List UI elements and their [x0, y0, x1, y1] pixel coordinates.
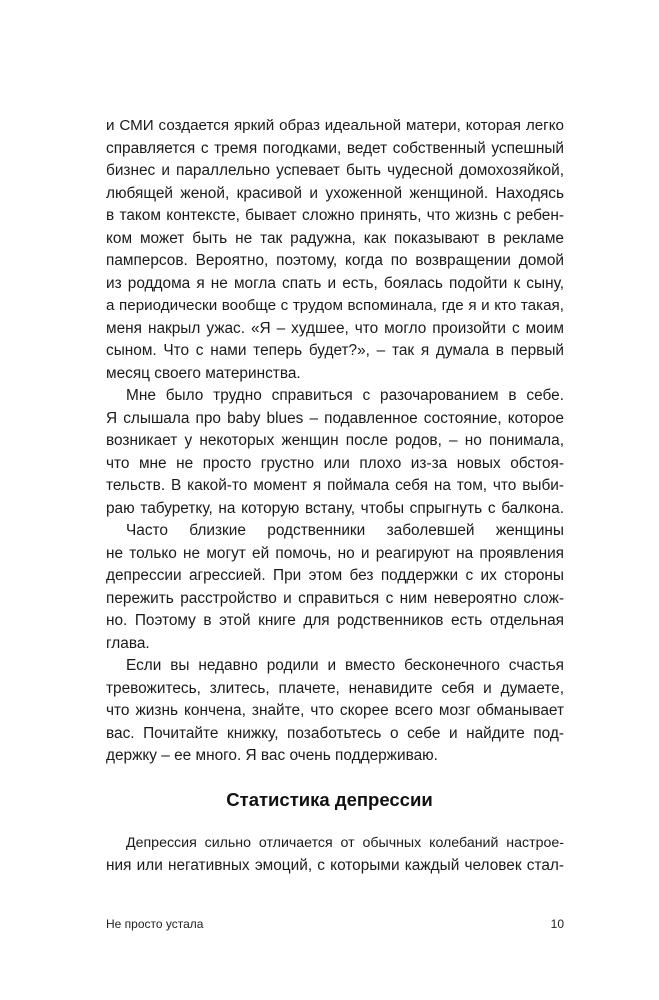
- page-number: 10: [550, 917, 564, 931]
- text-line: что жизнь кончена, знайте, что скорее всего мозг обманывает: [106, 702, 564, 719]
- text-line: Мне было трудно справиться с разочарованием в себе.: [126, 387, 564, 404]
- paragraph-2: [106, 385, 564, 520]
- text-line: Часто близкие родственники заболевшей женщины: [126, 522, 564, 539]
- text-line: держку – ее много. Я вас очень поддерживаю.: [106, 747, 438, 764]
- text-line: из роддома я не могла спать и есть, боялась подойти к сыну,: [106, 274, 564, 292]
- text-line: сыном. Что с нами теперь будет?», – так я думала в первый: [106, 342, 564, 359]
- paragraph-3: [106, 520, 564, 655]
- text-line: тельств. В какой-то момент я поймала себя на том, что выби-: [106, 477, 564, 494]
- text-line: в таком контексте, бывает сложно принять, что жизнь с ребен-: [106, 207, 564, 224]
- running-footer-title: Не просто устала: [106, 917, 204, 931]
- text-line: Депрессия сильно отличается от обычных колебаний настрое-: [126, 835, 564, 851]
- text-line: вас. Почитайте книжку, позаботьтесь о себе и найдите под-: [106, 724, 564, 742]
- paragraph-4: [106, 655, 564, 768]
- text-line: не только не могут ей помочь, но и реагируют на проявления: [106, 544, 564, 562]
- text-line: ком может быть не так радужна, как показывают в рекламе: [106, 229, 564, 247]
- text-line: меня накрыл ужас. «Я – худшее, что могло произойти с моим: [106, 319, 564, 337]
- text-line: справляется с тремя погодками, ведет собственный успешный: [106, 139, 564, 157]
- paragraph-1: [106, 115, 564, 385]
- text-line: глава.: [106, 634, 150, 652]
- text-line: что мне не просто грустно или плохо из-за новых обстоя-: [106, 454, 564, 472]
- text-line: но. Поэтому в этой книге для родственников есть отдельная: [106, 612, 564, 629]
- text-line: памперсов. Вероятно, поэтому, когда по возвращении домой: [106, 252, 564, 269]
- text-line: бизнес и параллельно успевает быть чудесной домохозяйкой,: [106, 162, 564, 179]
- text-line: месяц своего материнства.: [106, 364, 301, 382]
- text-line: ния или негативных эмоций, с которыми каждый человек стал-: [106, 856, 564, 874]
- text-line: возникает у некоторых женщин после родов, – но понимала,: [106, 432, 564, 449]
- text-line: а периодически вообще с трудом вспоминала, где я и кто такая,: [106, 297, 564, 314]
- section-paragraph: [106, 832, 564, 877]
- text-line: Если вы недавно родили и вместо бесконечного счастья: [126, 657, 564, 674]
- text-line: раю табуретку, на которую встану, чтобы спрыгнуть с балкона.: [106, 499, 564, 517]
- section-heading: Статистика депрессии: [226, 789, 433, 810]
- text-line: тревожитесь, злитесь, плачете, ненавидите себя и думаете,: [106, 679, 564, 697]
- text-line: Я слышала про baby blues – подавленное состояние, которое: [106, 409, 564, 427]
- text-line: и СМИ создается яркий образ идеальной матери, которая легко: [106, 117, 564, 134]
- text-line: пережить расстройство и справиться с ним невероятно слож-: [106, 589, 564, 607]
- text-line: любящей женой, красивой и ухоженной женщиной. Находясь: [106, 184, 564, 202]
- text-line: депрессии агрессией. При этом без поддержки с их стороны: [106, 567, 564, 584]
